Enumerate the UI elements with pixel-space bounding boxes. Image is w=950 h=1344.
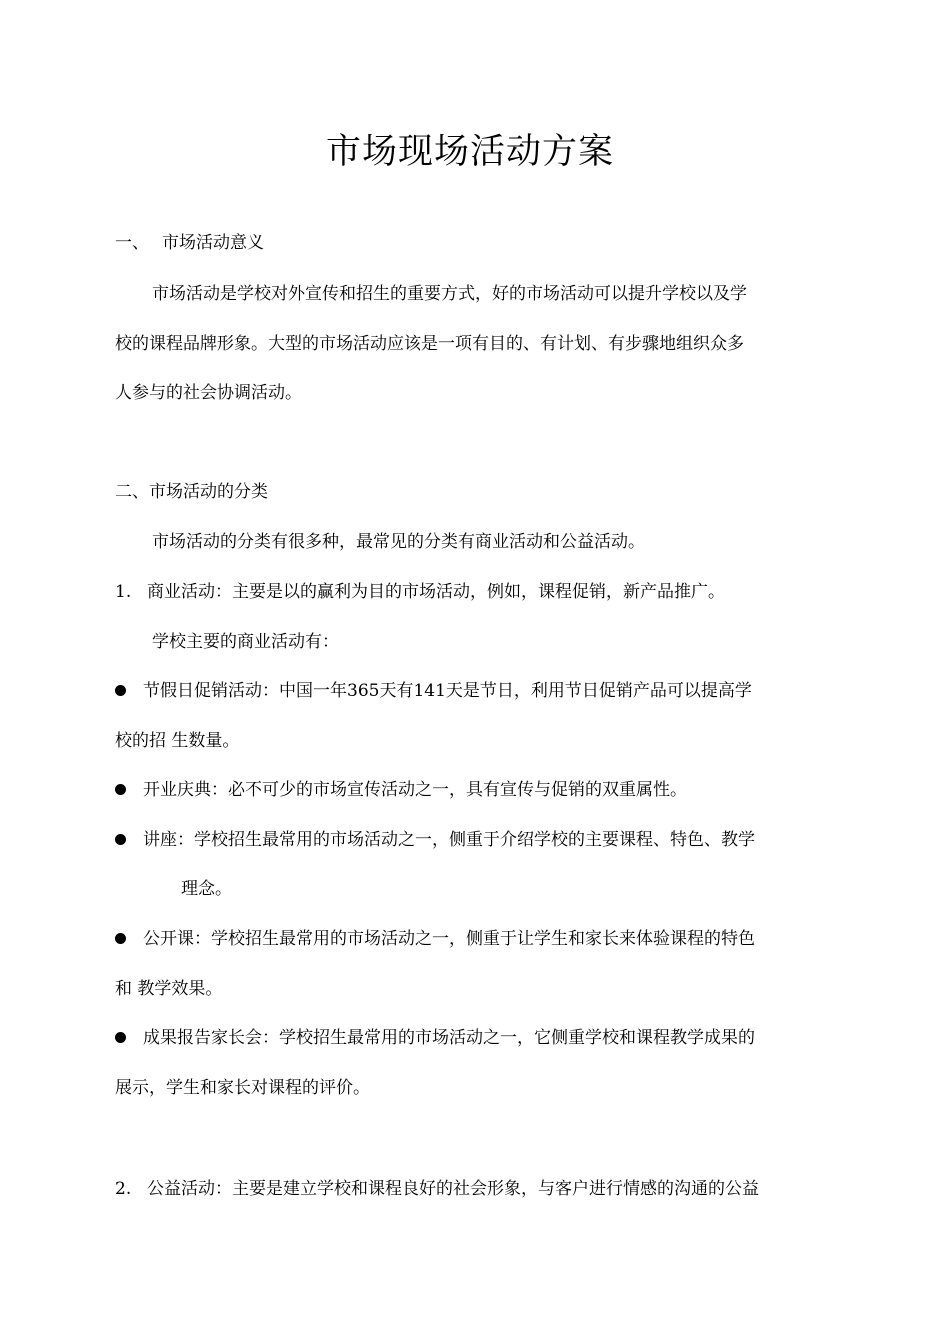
bullet-dot-icon <box>115 784 126 795</box>
list-item-2-text: 公益活动：主要是建立学校和课程良好的社会形象，与客户进行情感的沟通的公益 <box>147 1179 759 1199</box>
bullet-dot-icon <box>115 834 126 845</box>
bullet-4-line-1: 公开课：学校招生最常用的市场活动之一，侧重于让学生和家长来体验课程的特色 <box>143 929 755 949</box>
bullet-4-line-2: 和 教学效果。 <box>115 979 223 999</box>
page-title: 市场现场活动方案 <box>325 132 614 172</box>
list-item-1-number: 1. <box>115 582 132 602</box>
section1-heading: 市场活动意义 <box>162 233 264 253</box>
bullet-5-line-2: 展示，学生和家长对课程的评价。 <box>115 1078 370 1098</box>
bullet-dot-icon <box>115 1032 126 1043</box>
section1-paragraph-line-3: 人参与的社会协调活动。 <box>115 383 302 403</box>
list-item-2-number: 2. <box>115 1179 132 1199</box>
list-item-1-subheading: 学校主要的商业活动有： <box>152 632 339 652</box>
section1-paragraph-line-1: 市场活动是学校对外宣传和招生的重要方式，好的市场活动可以提升学校以及学 <box>152 284 747 304</box>
bullet-dot-icon <box>115 933 126 944</box>
section2-heading: 二、市场活动的分类 <box>115 482 268 502</box>
bullet-5-line-1: 成果报告家长会：学校招生最常用的市场活动之一，它侧重学校和课程教学成果的 <box>143 1028 755 1048</box>
bullet-2-line-1: 开业庆典：必不可少的市场宣传活动之一，具有宣传与促销的双重属性。 <box>143 780 687 800</box>
bullet-dot-icon <box>115 685 126 696</box>
bullet-3-line-1: 讲座：学校招生最常用的市场活动之一，侧重于介绍学校的主要课程、特色、教学 <box>143 830 755 850</box>
section2-intro: 市场活动的分类有很多种，最常见的分类有商业活动和公益活动。 <box>152 532 645 552</box>
bullet-1-line-1: 节假日促销活动：中国一年365天有141天是节日，利用节日促销产品可以提高学 <box>143 681 752 701</box>
bullet-1-line-2: 校的招 生数量。 <box>115 731 240 751</box>
list-item-1-text: 商业活动：主要是以的赢利为目的市场活动，例如，课程促销，新产品推广。 <box>147 582 725 602</box>
section1-heading-number: 一、 <box>115 233 149 253</box>
bullet-3-line-2: 理念。 <box>181 879 232 899</box>
section1-paragraph-line-2: 校的课程品牌形象。大型的市场活动应该是一项有目的、有计划、有步骤地组织众多 <box>115 334 744 354</box>
